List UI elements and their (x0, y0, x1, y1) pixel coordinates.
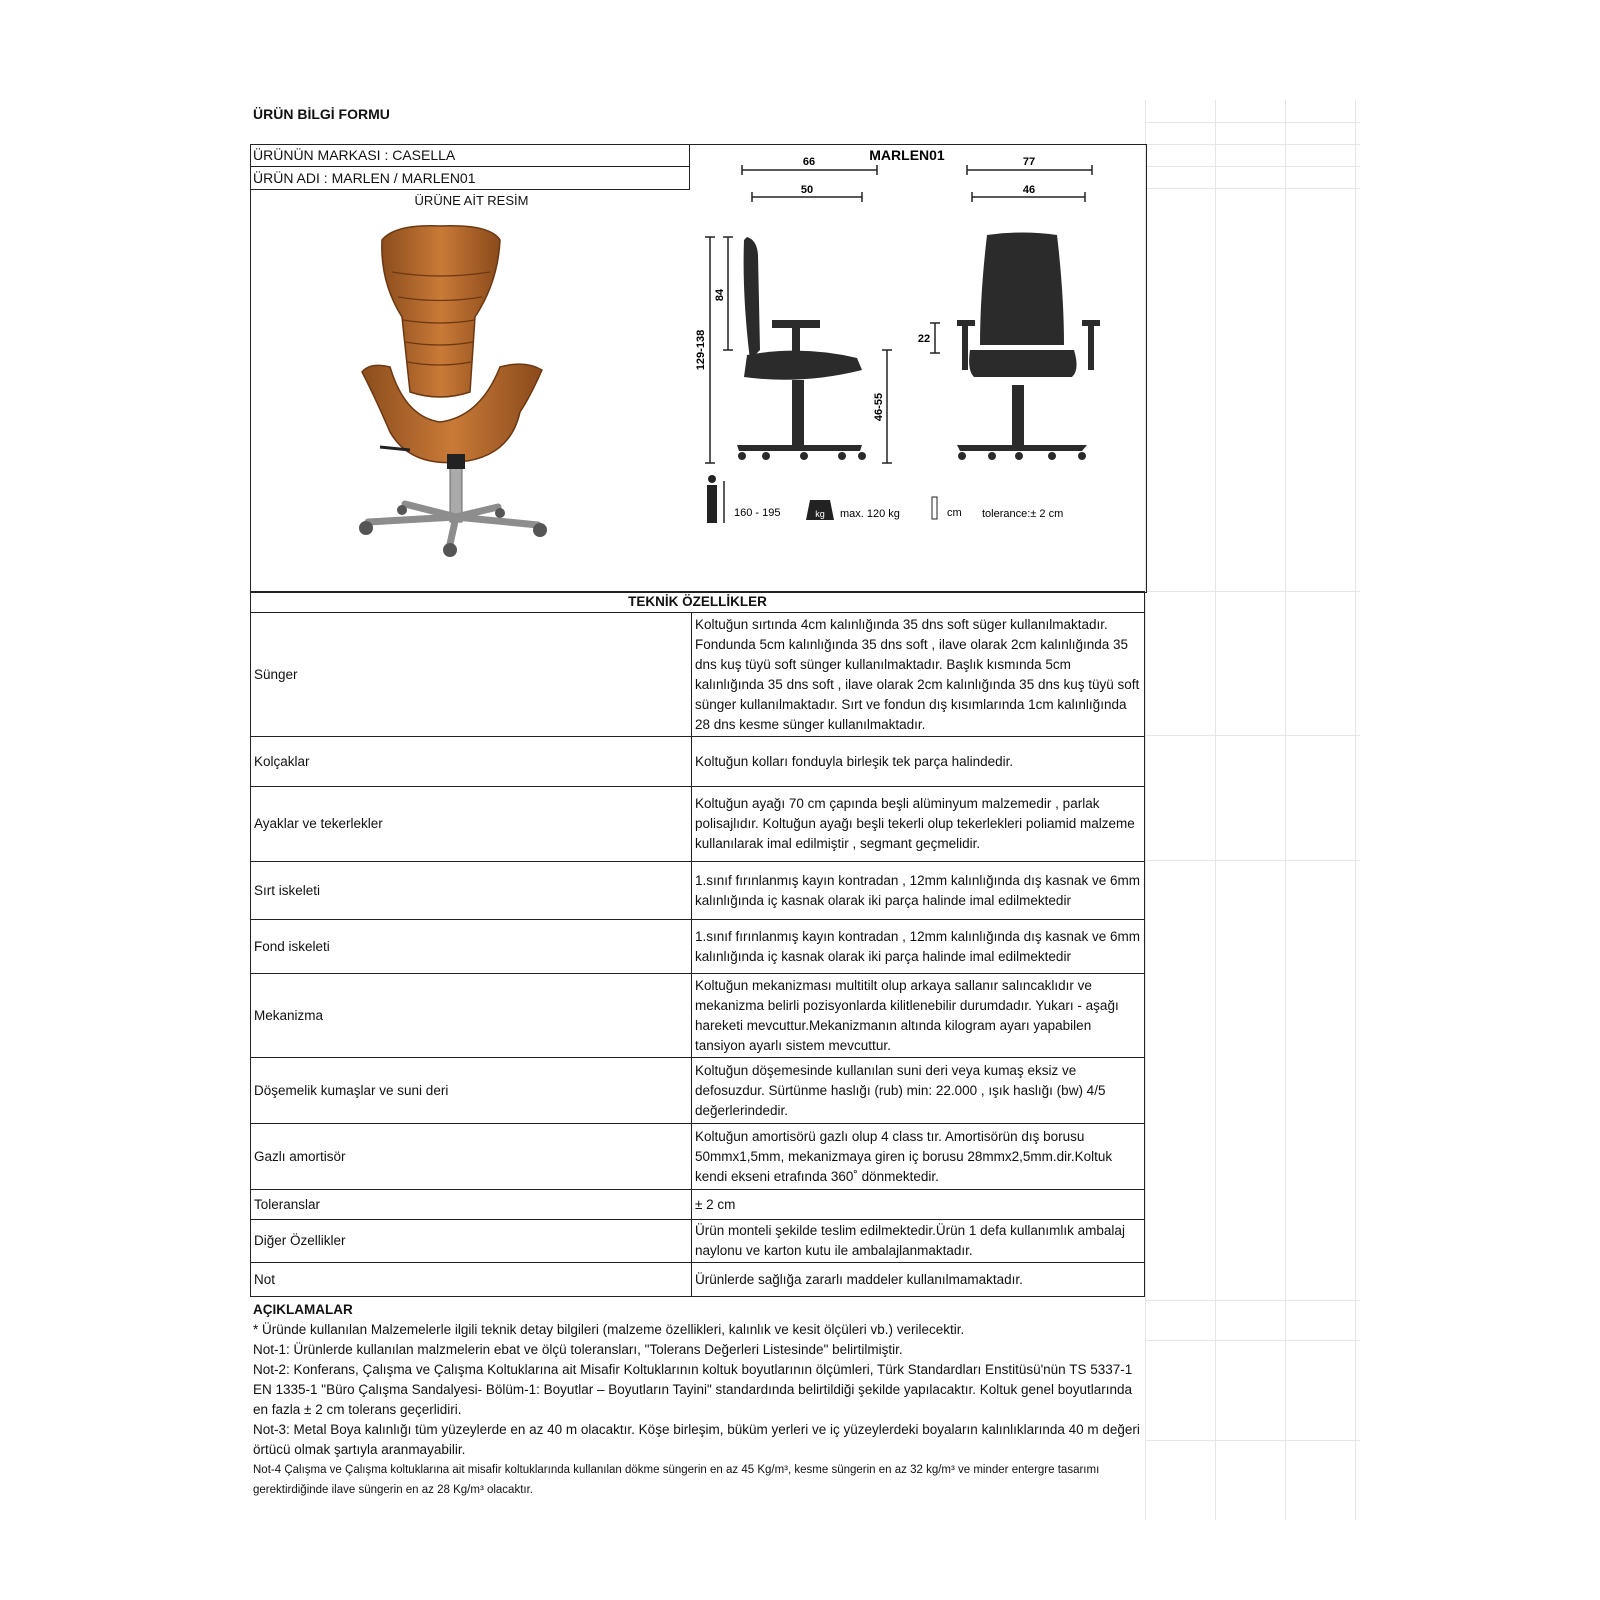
dim-seat-height: 46-55 (873, 392, 885, 422)
model-label: MARLEN01 (869, 147, 945, 163)
ruler-icon (932, 497, 937, 519)
svg-text:kg: kg (815, 509, 825, 519)
dim-front-seat: 46 (1022, 184, 1036, 196)
dim-side-seat: 50 (800, 184, 814, 196)
note-1: Not-1: Ürünlerde kullanılan malzmelerin ebat ve ölçü toleransları, "Tolerans Değerleri Listesinde" belirtilmiştir. (253, 1342, 903, 1357)
spec-value: Koltuğun ayağı 70 cm çapında beşli alüminyum malzemedir , parlak polisajlıdır. Koltuğun ayağı beşli tekerli olup tekerlekleri poliamid malzeme kullanılarak imal edilmiştir , segmant geçmelidir. (692, 787, 1145, 862)
spec-key: Gazlı amortisör (251, 1124, 692, 1190)
note-4: Not-4 Çalışma ve Çalışma koltuklarına ait misafir koltuklarında kullanılan dökme süngerin en az 45 Kg/m³, kesme süngerin en az 32 kg/m³ ve minder entergre tasarımı gerektirdiğinde ilave süngerin en az 28 Kg/m³ olacaktır. (253, 1464, 1100, 1496)
dim-side-top: 66 (802, 156, 816, 168)
notes-heading: AÇIKLAMALAR (253, 1302, 353, 1317)
spec-key: Not (251, 1263, 692, 1297)
spec-key: Diğer Özellikler (251, 1220, 692, 1263)
spec-value: ± 2 cm (692, 1190, 1145, 1220)
specs-table (250, 591, 1145, 1297)
image-label: ÜRÜNE AİT RESİM (414, 193, 529, 208)
form-title: ÜRÜN BİLGİ FORMU (253, 106, 390, 122)
note-3: Not-3: Metal Boya kalınlığı tüm yüzeylerde en az 40 m olacaktır. Köşe birleşim, büküm yerleri ve iç yüzeylerdeki boyaların kalınlıklarında 40 m değeri örtücü olmak şartıyla aranmayabilir. (253, 1422, 1140, 1457)
name-row: ÜRÜN ADI : MARLEN / MARLEN01 (250, 167, 690, 190)
spec-value: Ürünlerde sağlığa zararlı maddeler kullanılmamaktadır. (692, 1263, 1145, 1297)
spec-key: Ayaklar ve tekerlekler (251, 787, 692, 862)
unit-label: cm (947, 507, 962, 519)
spec-key: Döşemelik kumaşlar ve suni deri (251, 1058, 692, 1124)
spec-value: Koltuğun kolları fonduyla birleşik tek parça halindedir. (692, 737, 1145, 787)
spec-value: Koltuğun amortisörü gazlı olup 4 class tır. Amortisörün dış borusu 50mmx1,5mm, mekanizmaya giren iç borusu 28mmx2,5mm.dir.Koltuk kendi ekseni etrafında 360˚ dönmektedir. (692, 1124, 1145, 1190)
weight-icon (806, 500, 834, 520)
spec-key: Kolçaklar (251, 737, 692, 787)
spec-value: 1.sınıf fırınlanmış kayın kontradan , 12mm kalınlığında dış kasnak ve 6mm kalınlığında iç kasnak olarak iki parça halinde imal edilmektedir (692, 920, 1145, 974)
spec-value: Koltuğun döşemesinde kullanılan suni deri veya kumaş eksiz ve defosuzdur. Sürtünme haslığı (rub) min: 22.000 , ışık haslığı (bw) 4/5 değerlerindedir. (692, 1058, 1145, 1124)
dim-back-height: 84 (714, 288, 726, 302)
chair-photo (350, 222, 590, 572)
header-left (250, 144, 690, 212)
spec-key: Toleranslar (251, 1190, 692, 1220)
specs-title: TEKNİK ÖZELLİKLER (251, 592, 1145, 613)
dim-front-top: 77 (1022, 156, 1036, 168)
spec-key: Sırt iskeleti (251, 862, 692, 920)
person-icon (707, 475, 717, 523)
tolerance-label: tolerance:± 2 cm (982, 508, 1064, 520)
dimension-drawing (692, 145, 1144, 590)
note-2: Not-2: Konferans, Çalışma ve Çalışma Koltuklarına ait Misafir Koltuklarının koltuk boyutlarının ölçümleri, Türk Standardları Enstitüsü'nün TS 5337-1 EN 1335-1 "Büro Çalışma Sandalyesi- Bölüm-1: Boyutlar – Boyutların Tayini" standardında belirtildiği şekilde yapılacaktır. Koltuk genel boyutlarında en fazla ± 2 cm tolerans geçerlidiri. (253, 1362, 1133, 1417)
dim-arm-height: 22 (917, 333, 931, 345)
spec-value: Koltuğun sırtında 4cm kalınlığında 35 dns soft süger kullanılmaktadır. Fondunda 5cm kalınlığında 35 dns soft , ilave olarak 2cm kalınlığında 35 dns kuş tüyü soft sünger kullanılmaktadır. Başlık kısmında 5cm kalınlığında 35 dns soft , ilave olarak 2cm kalınlığında 35 dns kuş tüyü soft sünger kullanılmaktadır. Sırt ve fondun dış kısımlarında 1cm kalınlığında 28 dns kesme sünger kullanılmaktadır. (692, 613, 1145, 737)
spec-value: Koltuğun mekanizması multitilt olup arkaya sallanır salıncaklıdır ve mekanizma belirli pozisyonlarda kilitlenebilir durumdadır. Yukarı - aşağı hareketi mevcuttur.Mekanizmanın altında kilogram ayarı yapabilen tansiyon ayarlı sistem mevcuttur. (692, 974, 1145, 1058)
spec-value: 1.sınıf fırınlanmış kayın kontradan , 12mm kalınlığında dış kasnak ve 6mm kalınlığında iç kasnak olarak iki parça halinde imal edilmektedir (692, 862, 1145, 920)
spec-value: Ürün monteli şekilde teslim edilmektedir.Ürün 1 defa kullanımlık ambalaj naylonu ve karton kutu ile ambalajlanmaktadır. (692, 1220, 1145, 1263)
brand-row: ÜRÜNÜN MARKASI : CASELLA (250, 144, 690, 167)
user-height: 160 - 195 (734, 507, 781, 519)
note-star: * Üründe kullanılan Malzemelerle ilgili teknik detay bilgileri (malzeme özellikleri, kalınlık ve kesit ölçüleri vb.) verilecektir. (253, 1322, 965, 1337)
dim-total-height: 129-138 (695, 329, 707, 371)
spec-key: Mekanizma (251, 974, 692, 1058)
max-weight: max. 120 kg (840, 508, 900, 520)
spec-key: Sünger (251, 613, 692, 737)
notes-section (253, 1300, 1143, 1500)
spec-key: Fond iskeleti (251, 920, 692, 974)
